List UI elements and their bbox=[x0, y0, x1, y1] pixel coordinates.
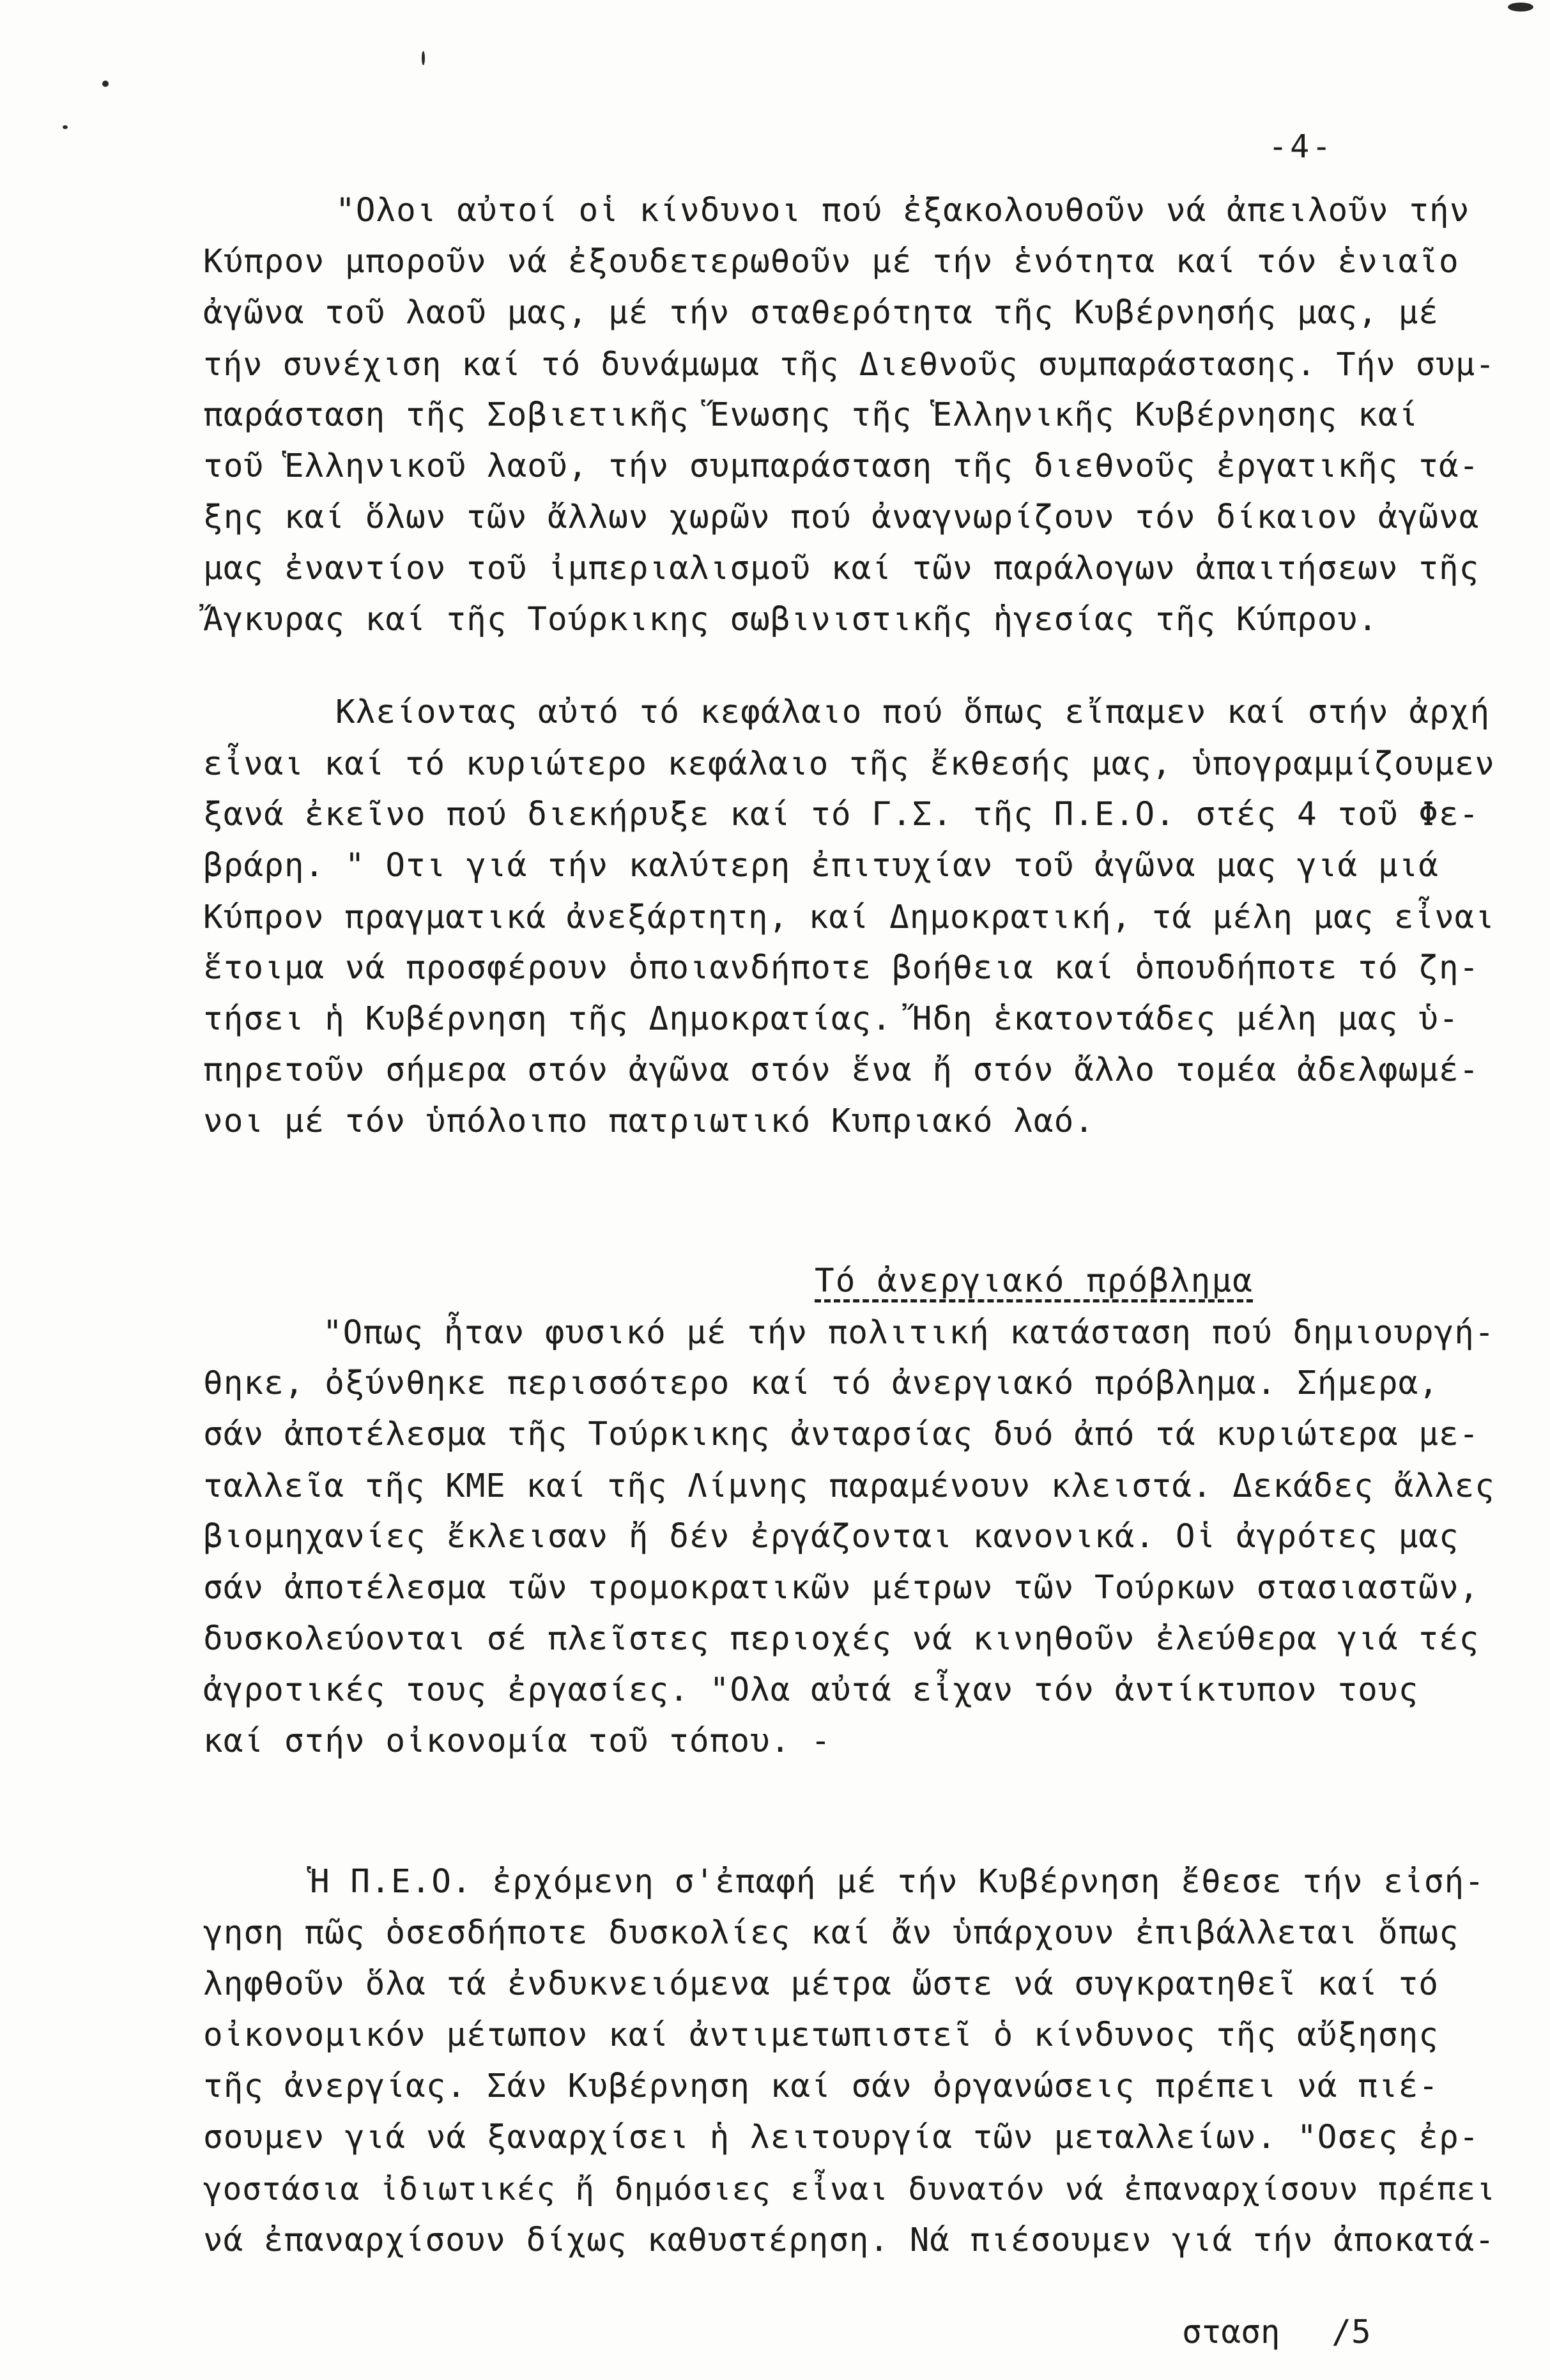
paragraph-1-line-1: "Ολοι αὐτοί οἱ κίνδυνοι πού ἐξακολουθοῦν νά ἀπειλοῦν τήν bbox=[335, 192, 1470, 229]
paragraph-3-line-4: ταλλεῖα τῆς ΚΜΕ καί τῆς Λίμνης παραμένουν κλειστά. Δεκάδες ἄλλες bbox=[203, 1467, 1495, 1504]
paragraph-4-line-6: σουμεν γιά νά ξαναρχίσει ἡ λειτουργία τῶν μεταλλείων. "Οσες ἐρ- bbox=[203, 2119, 1480, 2156]
page-number: -4- bbox=[1268, 128, 1334, 165]
paragraph-1-line-7: ξης καί ὅλων τῶν ἄλλων χωρῶν πού ἀναγνωρίζουν τόν δίκαιον ἀγῶνα bbox=[203, 498, 1480, 536]
paragraph-4-line-4: οἰκονομικόν μέτωπον καί ἀντιμετωπιστεῖ ὁ κίνδυνος τῆς αὔξησης bbox=[203, 2016, 1439, 2054]
next-page-number: /5 bbox=[1331, 2314, 1371, 2351]
paragraph-1-line-2: Κύπρον μποροῦν νά ἐξουδετερωθοῦν μέ τήν ἑνότητα καί τόν ἑνιαῖο bbox=[203, 243, 1459, 281]
paragraph-2-line-5: Κύπρον πραγματικά ἀνεξάρτητη, καί Δημοκρατική, τά μέλη μας εἶναι bbox=[203, 898, 1495, 936]
paragraph-3-line-6: σάν ἀποτέλεσμα τῶν τρομοκρατικῶν μέτρων τῶν Τούρκων στασιαστῶν, bbox=[203, 1569, 1480, 1607]
paragraph-2-line-3: ξανά ἐκεῖνο πού διεκήρυξε καί τό Γ.Σ. τῆς Π.Ε.Ο. στές 4 τοῦ Φε- bbox=[203, 796, 1480, 833]
paragraph-1-line-9: Ἄγκυρας καί τῆς Τούρκικης σωβινιστικῆς ἡγεσίας τῆς Κύπρου. bbox=[203, 601, 1378, 638]
paragraph-2-line-6: ἕτοιμα νά προσφέρουν ὁποιανδήποτε βοήθεια καί ὁπουδήποτε τό ζη- bbox=[203, 949, 1480, 987]
paragraph-4-line-8: νά ἐπαναρχίσουν δίχως καθυστέρηση. Νά πιέσουμεν γιά τήν ἀποκατά- bbox=[203, 2221, 1495, 2259]
paragraph-3-line-3: σάν ἀποτέλεσμα τῆς Τούρκικης ἀνταρσίας δυό ἀπό τά κυριώτερα με- bbox=[203, 1416, 1480, 1453]
paragraph-2-line-9: νοι μέ τόν ὑπόλοιπο πατριωτικό Κυπριακό λαό. bbox=[203, 1102, 1095, 1140]
paragraph-3-line-5: βιομηχανίες ἔκλεισαν ἤ δέν ἐργάζονται κανονικά. Οἱ ἀγρότες μας bbox=[203, 1518, 1459, 1556]
scan-speck bbox=[63, 125, 68, 129]
paragraph-4-line-1: Ἡ Π.Ε.Ο. ἐρχόμενη σ'ἐπαφή μέ τήν Κυβέρνηση ἔθεσε τήν εἰσή- bbox=[310, 1863, 1485, 1901]
paragraph-1-line-8: μας ἐναντίον τοῦ ἰμπεριαλισμοῦ καί τῶν παράλογων ἀπαιτήσεων τῆς bbox=[203, 550, 1480, 587]
paragraph-3-line-7: δυσκολεύονται σέ πλεῖστες περιοχές νά κινηθοῦν ἐλεύθερα γιά τές bbox=[203, 1620, 1480, 1658]
paragraph-1-line-6: τοῦ Ἑλληνικοῦ λαοῦ, τήν συμπαράσταση τῆς διεθνοῦς ἐργατικῆς τά- bbox=[203, 447, 1480, 485]
paragraph-1-line-3: ἀγῶνα τοῦ λαοῦ μας, μέ τήν σταθερότητα τῆς Κυβέρνησής μας, μέ bbox=[203, 294, 1439, 332]
paragraph-4-line-2: γηση πῶς ὁσεσδήποτε δυσκολίες καί ἄν ὑπάρχουν ἐπιβάλλεται ὅπως bbox=[203, 1914, 1459, 1952]
paragraph-4-line-3: ληφθοῦν ὅλα τά ἐνδυκνειόμενα μέτρα ὥστε νά συγκρατηθεῖ καί τό bbox=[203, 1965, 1439, 2003]
paragraph-2-line-7: τήσει ἡ Κυβέρνηση τῆς Δημοκρατίας. Ἤδη ἑκατοντάδες μέλη μας ὑ- bbox=[203, 1000, 1459, 1038]
section-heading: Τό ἀνεργιακό πρόβλημα bbox=[815, 1262, 1254, 1300]
next-page-catchword: σταση bbox=[1182, 2314, 1280, 2351]
next-page-reference bbox=[1182, 2307, 1371, 2358]
paragraph-3-line-1: "Οπως ἦταν φυσικό μέ τήν πολιτική κατάσταση πού δημιουργή- bbox=[323, 1313, 1495, 1351]
paragraph-4-line-5: τῆς ἀνεργίας. Σάν Κυβέρνηση καί σάν ὀργανώσεις πρέπει νά πιέ- bbox=[203, 2067, 1439, 2105]
paragraph-2-line-4: βράρη. " Οτι γιά τήν καλύτερη ἐπιτυχίαν τοῦ ἀγῶνα μας γιά μιά bbox=[203, 847, 1439, 885]
paragraph-4-line-7: γοστάσια ἰδιωτικές ἤ δημόσιες εἶναι δυνατόν νά ἐπαναρχίσουν πρέπει bbox=[203, 2170, 1496, 2207]
paragraph-3-line-8: ἀγροτικές τους ἐργασίες. "Ολα αὐτά εἶχαν τόν ἀντίκτυπον τους bbox=[203, 1671, 1419, 1709]
paragraph-2-line-2: εἶναι καί τό κυριώτερο κεφάλαιο τῆς ἔκθεσής μας, ὑπογραμμίζουμεν bbox=[203, 745, 1495, 782]
paragraph-2-line-1: Κλείοντας αὐτό τό κεφάλαιο πού ὅπως εἴπαμεν καί στήν ἀρχή bbox=[335, 693, 1491, 731]
scan-speck bbox=[1508, 3, 1533, 12]
paragraph-1-line-5: παράσταση τῆς Σοβιετικῆς Ἕνωσης τῆς Ἑλληνικῆς Κυβέρνησης καί bbox=[203, 396, 1419, 434]
paragraph-3-line-9: καί στήν οἰκονομία τοῦ τόπου. - bbox=[203, 1722, 831, 1760]
paragraph-3-line-2: θηκε, ὀξύνθηκε περισσότερο καί τό ἀνεργιακό πρόβλημα. Σήμερα, bbox=[203, 1364, 1439, 1402]
scan-speck bbox=[102, 81, 109, 87]
paragraph-2-line-8: πηρετοῦν σήμερα στόν ἀγῶνα στόν ἕνα ἤ στόν ἄλλο τομέα ἀδελφωμέ- bbox=[203, 1051, 1480, 1089]
scan-speck bbox=[422, 51, 425, 65]
paragraph-1-line-4: τήν συνέχιση καί τό δυνάμωμα τῆς Διεθνοῦς συμπαράστασης. Τήν συμ- bbox=[203, 346, 1496, 383]
